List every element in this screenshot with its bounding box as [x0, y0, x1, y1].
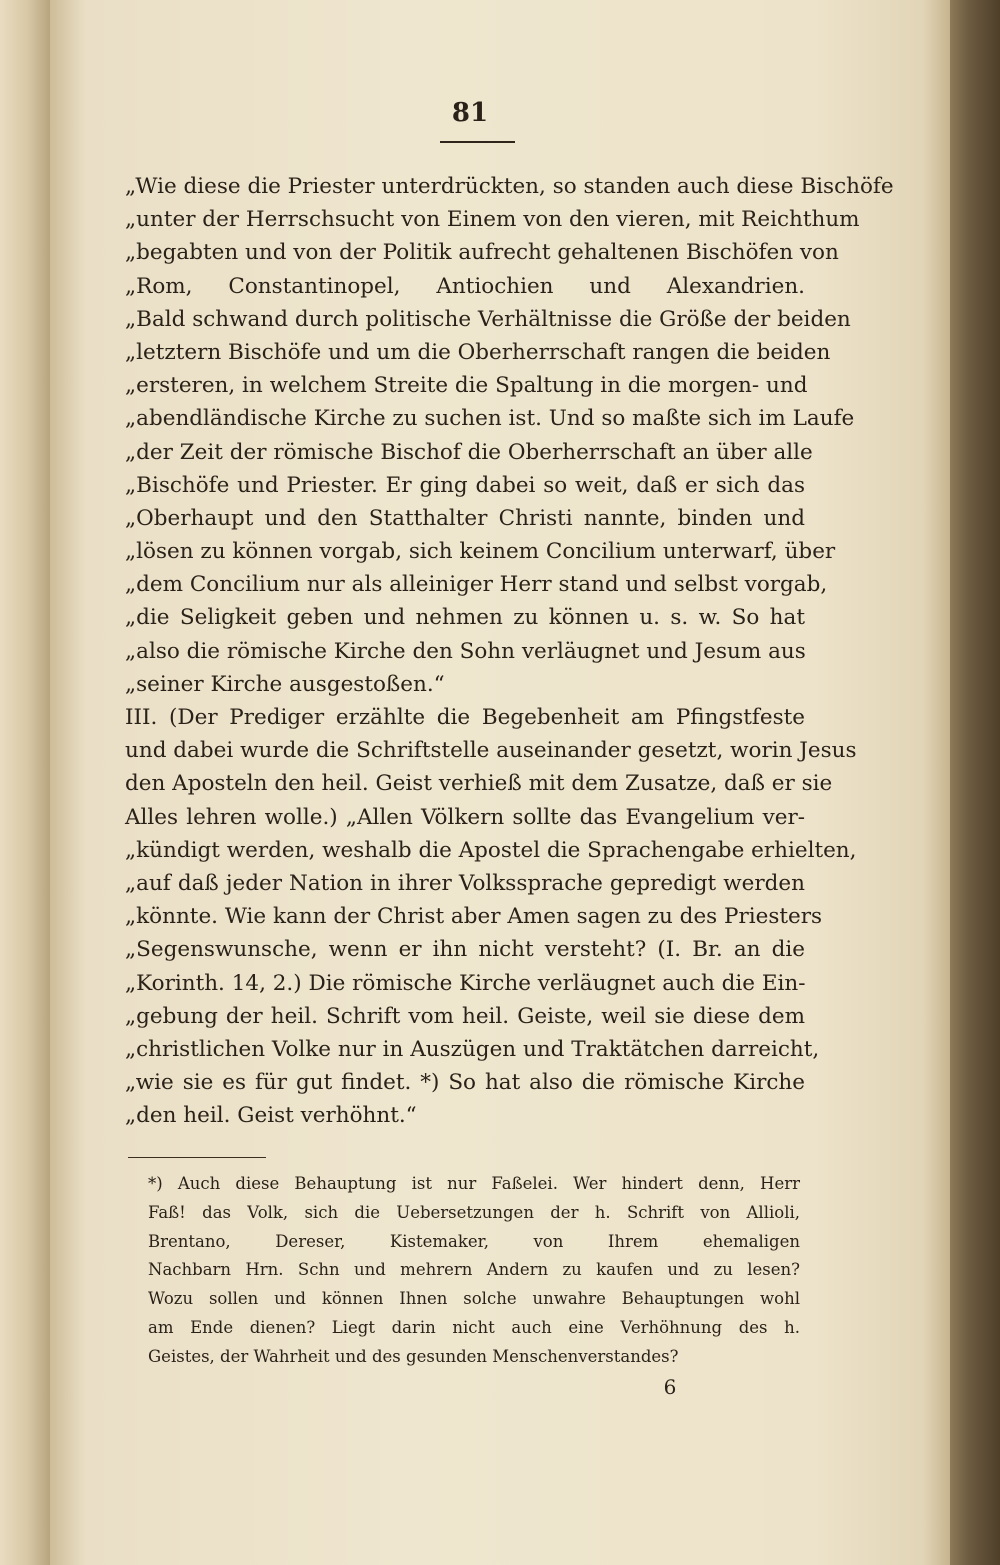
text-line: „Wie diese die Priester unterdrückten, so standen auch diese Bischöfe	[125, 174, 894, 199]
left-page-gutter	[0, 0, 50, 1565]
footnote-line: Brentano, Dereser, Kistemaker, von Ihrem ehemaligen	[148, 1231, 800, 1251]
text-line: III. (Der Prediger erzählte die Begebenheit am Pfingstfeste	[125, 705, 805, 730]
text-line: „begabten und von der Politik aufrecht gehaltenen Bischöfen von	[125, 240, 839, 266]
page-number: 81	[451, 98, 489, 128]
text-line: „letztern Bischöfe und um die Oberherrschaft rangen die beiden	[125, 339, 831, 365]
page-edge-shadow	[950, 0, 1000, 1565]
footnote-line: am Ende dienen? Liegt darin nicht auch eine Verhöhnung des h.	[148, 1317, 800, 1337]
text-line: „Oberhaupt und den Statthalter Christi nannte, binden und	[125, 505, 805, 531]
footnote-rule	[128, 1157, 266, 1158]
text-line: „christlichen Volke nur in Auszügen und Traktätchen darreicht,	[125, 1036, 820, 1062]
text-line: „also die römische Kirche den Sohn verläugnet und Jesum aus	[125, 638, 806, 664]
header-rule	[440, 141, 515, 143]
text-line: und dabei wurde die Schriftstelle auseinander gesetzt, worin Jesus	[125, 738, 857, 764]
text-line: „auf daß jeder Nation in ihrer Volkssprache gepredigt werden	[125, 870, 805, 896]
text-line: „könnte. Wie kann der Christ aber Amen sagen zu des Priesters	[125, 904, 823, 930]
text-line: „Rom, Constantinopel, Antiochien und Alexandrien.	[125, 273, 805, 299]
footnote-line: Geistes, der Wahrheit und des gesunden Menschenverstandes?	[148, 1346, 679, 1366]
main-text	[125, 170, 894, 1132]
text-line: Alles lehren wolle.) „Allen Völkern sollte das Evangelium ver-	[125, 804, 805, 830]
text-line: „abendländische Kirche zu suchen ist. Und so maßte sich im Laufe	[125, 406, 855, 432]
footnote-line: Faß! das Volk, sich die Uebersetzungen der h. Schrift von Allioli,	[148, 1202, 800, 1222]
text-line: „kündigt werden, weshalb die Apostel die Sprachengabe erhielten,	[125, 837, 857, 863]
text-line: „unter der Herrschsucht von Einem von den vieren, mit Reichthum	[125, 207, 860, 233]
text-line: „Bald schwand durch politische Verhältnisse die Größe der beiden	[125, 306, 851, 332]
text-line: „die Seligkeit geben und nehmen zu können u. s. w. So hat	[125, 605, 805, 631]
text-line: „wie sie es für gut findet. *) So hat also die römische Kirche	[125, 1070, 805, 1096]
text-line: „ersteren, in welchem Streite die Spaltung in die morgen- und	[125, 373, 808, 399]
footnote-line: *) Auch diese Behauptung ist nur Faßelei. Wer hindert denn, Herr	[148, 1174, 800, 1193]
footnote-line: Nachbarn Hrn. Schn und mehrern Andern zu kaufen und zu lesen?	[148, 1260, 800, 1280]
text-line: „Segenswunsche, wenn er ihn nicht versteht? (I. Br. an die	[125, 937, 805, 963]
text-line: „Korinth. 14, 2.) Die römische Kirche verläugnet auch die Ein-	[125, 970, 806, 996]
text-line: „seiner Kirche ausgestoßen.“	[125, 671, 445, 697]
text-line: „Bischöfe und Priester. Er ging dabei so weit, daß er sich das	[125, 472, 805, 498]
text-line: „gebung der heil. Schrift vom heil. Geiste, weil sie diese dem	[125, 1003, 805, 1029]
text-line: „lösen zu können vorgab, sich keinem Concilium unterwarf, über	[125, 539, 836, 565]
text-line: „den heil. Geist verhöhnt.“	[125, 1103, 417, 1129]
text-line: „der Zeit der römische Bischof die Oberherrschaft an über alle	[125, 439, 813, 465]
signature-mark: 6	[663, 1375, 677, 1399]
footnote	[148, 1170, 800, 1372]
text-line: „dem Concilium nur als alleiniger Herr stand und selbst vorgab,	[125, 572, 828, 598]
footnote-line: Wozu sollen und können Ihnen solche unwahre Behauptungen wohl	[148, 1289, 800, 1309]
text-line: den Aposteln den heil. Geist verhieß mit dem Zusatze, daß er sie	[125, 771, 833, 797]
